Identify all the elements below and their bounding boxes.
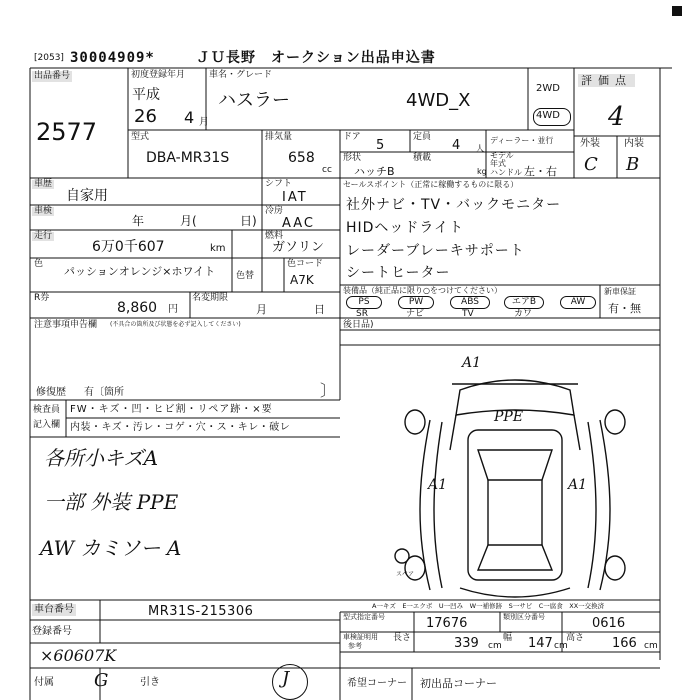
handwritten-note-1: 各所小キズA [44,446,159,470]
air-conditioner: AAC [282,216,315,231]
sales-points-label: セールスポイント（正常に稼働するものに限る） [343,180,519,189]
class-number: 0616 [592,616,626,631]
inspection-day: 日) [240,214,257,228]
registration-label: 登録番号 [32,626,72,637]
width-label: 幅 [503,633,513,643]
form-title: ＪＵ長野 オークション出品申込書 [196,50,436,66]
rear-items-label: 後日品) [343,320,374,330]
capacity: 4 [452,138,461,153]
length-unit: cm [488,641,502,651]
displacement: 658 [288,150,315,166]
interior-label: 内装 [624,138,644,149]
entry-number: 2577 [36,118,98,146]
exterior-check-list: FW・キズ・凹・ヒビ割・リペア跡・×要 [70,404,273,415]
new-car-warranty: 有・無 [608,302,641,315]
car-name-label: 車名・グレード [209,70,273,80]
handwritten-j: J [282,668,290,689]
damage-mark-right: A1 [568,477,588,493]
shift-label: シフト [265,179,293,189]
pull-label: 引き [140,677,160,688]
load-unit: kg [477,167,487,176]
handwritten-note-3: AW カミソー A [40,536,182,560]
equipment-label: 装備品（純正品に限り○をつけてください） [343,286,502,295]
equipment-airbag: エアB [504,296,544,309]
model-code: DBA-MR31S [146,150,230,166]
chassis-label: 車台番号 [34,604,74,615]
usage-label: 車歴 [34,179,53,189]
first-registration-era: 平成 [132,87,160,103]
type-designation-label: 型式指定番号 [343,613,385,621]
fuel-label: 燃料 [265,231,284,241]
evaluation-label: 評価点 [578,74,635,87]
equipment-tv: TV [462,309,474,319]
length: 339 [454,636,479,651]
equipment-abs: ABS [450,296,490,309]
sales-point-2: HIDヘッドライト [346,220,465,236]
width-unit: cm [554,641,568,651]
first-registration-year: 26 [134,106,157,127]
damage-legend: A一キズ E一エクボ U一凹み W一補修跡 S一サビ C一腐食 XX一交換済 [372,602,605,610]
handle-label: ハンドル [490,168,522,177]
handwritten-g: G [94,670,109,691]
inspection-month: 月( [180,214,197,228]
corner-mark [672,6,682,16]
damage-mark-front: A1 [462,355,482,371]
expiry-month: 月 [256,303,267,316]
damage-mark-hood: PPE [494,409,524,425]
interior-grade: B [626,154,640,175]
desired-corner-label: 希望コーナー [347,678,407,689]
type-designation-number: 17676 [426,616,468,631]
drive-4wd: 4WD [536,110,560,121]
spare-label: スペア [396,571,415,578]
mileage-label: 走行 [34,231,53,241]
notes-label: 注意事項申告欄 [34,320,98,330]
equipment-aw: AW [560,296,596,309]
color-label: 色 [34,259,44,269]
shape-label: 形状 [343,153,362,163]
expiry-day: 日 [314,303,325,316]
doors-label: ドア [343,132,361,142]
class-number-label: 類別区分番号 [503,613,545,621]
accessories-label: 付属 [34,677,54,688]
sales-point-3: レーダーブレーキサポート [346,243,525,259]
name-change-expiry-label: 名変期限 [192,293,229,303]
inspection-label: 車検 [34,206,53,216]
fuel: ガソリン [272,240,325,255]
drive-2wd: 2WD [536,83,560,94]
cert-label: 車検証明用 [343,633,378,641]
car-name: ハスラー [218,90,290,111]
model-year-label-2: 年式 [490,159,506,168]
car-grade: 4WD_X [406,90,471,111]
load-label: 積載 [413,153,432,163]
equipment-navi: ナビ [406,309,425,319]
body-shape: ハッチB [354,165,395,178]
ac-label: 冷房 [265,206,284,216]
form-code: [2053] [34,53,64,63]
repair-label: 修復歴 [36,387,66,398]
new-car-warranty-label: 新車保証 [604,287,636,296]
displacement-label: 排気量 [265,132,293,142]
length-label: 長さ [393,633,412,643]
notes-hint: (不具合の箇所及び状態を必ず記入してください) [110,321,241,328]
repair-value: 有〔箇所 [84,387,124,398]
displacement-unit: cc [322,165,332,175]
height-unit: cm [644,641,658,651]
doors: 5 [376,138,385,153]
model-label: 型式 [131,132,150,142]
height: 166 [612,636,637,651]
handwritten-mileage: ×60607K [40,646,117,665]
dealer-label: ディーラー・並行 [490,136,554,145]
usage: 自家用 [66,188,108,204]
width: 147 [528,636,553,651]
equipment-ps: PS [346,296,382,309]
equipment-leather: カワ [514,309,533,319]
month-unit: 月 [199,117,209,128]
inspector-label-1: 検査員 [33,405,61,415]
handwritten-circle [272,664,308,700]
exterior-grade: C [584,154,598,175]
color-code: A7K [290,273,314,287]
model-year-label-1: モデル [490,151,514,160]
sales-point-1: 社外ナビ・TV・バックモニター [346,197,562,213]
body-color: パッションオレンジ×ホワイト [64,265,216,278]
entry-number-label: 出品番号 [34,71,71,81]
damage-mark-left: A1 [428,477,448,493]
chassis-number: MR31S-215306 [148,604,254,619]
exterior-label: 外装 [580,138,600,149]
reference-label: 参考 [348,642,362,650]
recycle-unit: 円 [168,304,178,315]
sales-point-4: シートヒーター [346,265,451,281]
repair-close-bracket: 〕 [320,381,337,400]
first-registration-label: 初度登録年月 [131,70,186,80]
shift: IAT [282,190,308,205]
handwritten-note-2: 一部 外装 PPE [44,490,179,514]
interior-check-list: 内装・キズ・汚レ・コゲ・穴・ス・キレ・破レ [70,422,291,433]
recycle-label: R券 [34,293,50,303]
equipment-pw: PW [398,296,434,309]
desired-corner: 初出品コーナー [420,677,497,690]
mileage: 6万0千607 [92,239,165,255]
capacity-unit: 人 [476,144,484,153]
color-code-label: 色コード [287,259,324,269]
document-id: 30004909* [70,50,155,66]
mileage-unit: km [210,243,226,254]
capacity-label: 定員 [413,132,432,142]
inspection-year: 年 [132,214,145,228]
evaluation-score: 4 [608,102,625,132]
first-registration-month: 4 [184,108,195,127]
color-change-label: 色替 [236,271,255,281]
handle-value: 左・右 [524,165,557,178]
inspector-label-2: 記入欄 [33,420,61,430]
recycle-fee: 8,860 [117,300,158,316]
equipment-sr: SR [356,309,368,319]
height-label: 高さ [566,633,585,643]
